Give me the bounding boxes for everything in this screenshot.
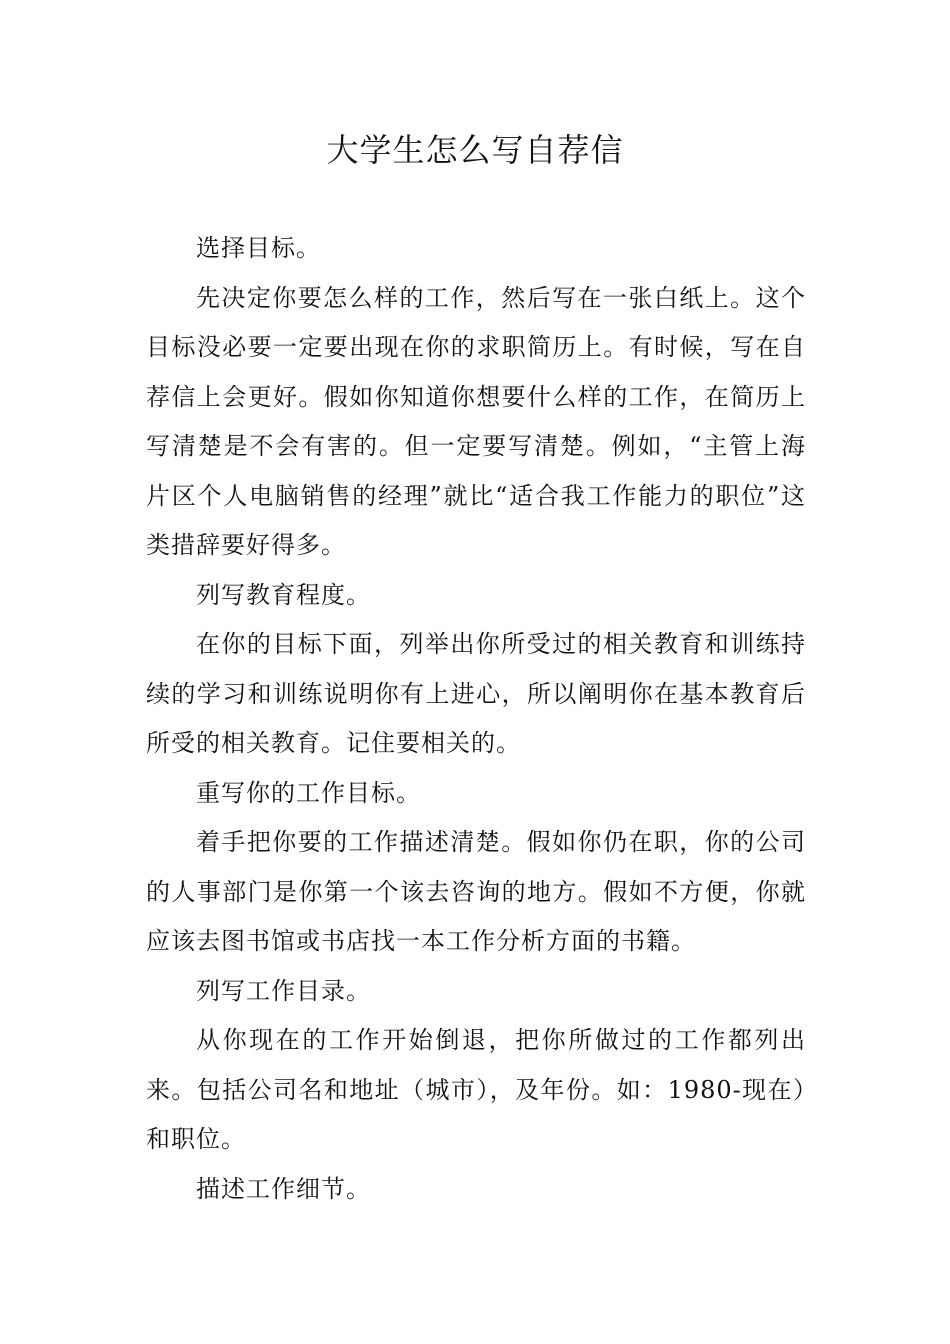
paragraph-list-jobs-detail: 从你现在的工作开始倒退，把你所做过的工作都列出来。包括公司名和地址（城市），及年份。如：1980-现在）和职位。	[146, 1026, 806, 1153]
paragraph-education-detail: 在你的目标下面，列举出你所受过的相关教育和训练持续的学习和训练说明你有上进心，所以阐明你在基本教育后所受的相关教育。记住要相关的。	[146, 630, 806, 757]
paragraph-list-education: 列写教育程度。	[196, 580, 371, 609]
paragraph-describe-details: 描述工作细节。	[196, 1174, 371, 1203]
paragraph-goal-detail: 先决定你要怎么样的工作，然后写在一张白纸上。这个目标没必要一定要出现在你的求职简历上。有时候，写在自荐信上会更好。假如你知道你想要什么样的工作，在简历上写清楚是不会有害的。但一定要写清楚。例如，“主管上海片区个人电脑销售的经理”就比“适合我工作能力的职位”这类措辞要好得多。	[146, 283, 806, 559]
document-body	[146, 224, 806, 1214]
document-title: 大学生怎么写自荐信	[326, 131, 624, 169]
paragraph-rewrite-goal: 重写你的工作目标。	[196, 778, 421, 807]
paragraph-rewrite-goal-detail: 着手把你要的工作描述清楚。假如你仍在职，你的公司的人事部门是你第一个该去咨询的地方。假如不方便，你就应该去图书馆或书店找一本工作分析方面的书籍。	[146, 828, 806, 955]
paragraph-choose-goal: 选择目标。	[196, 234, 321, 262]
paragraph-list-jobs: 列写工作目录。	[196, 976, 371, 1005]
